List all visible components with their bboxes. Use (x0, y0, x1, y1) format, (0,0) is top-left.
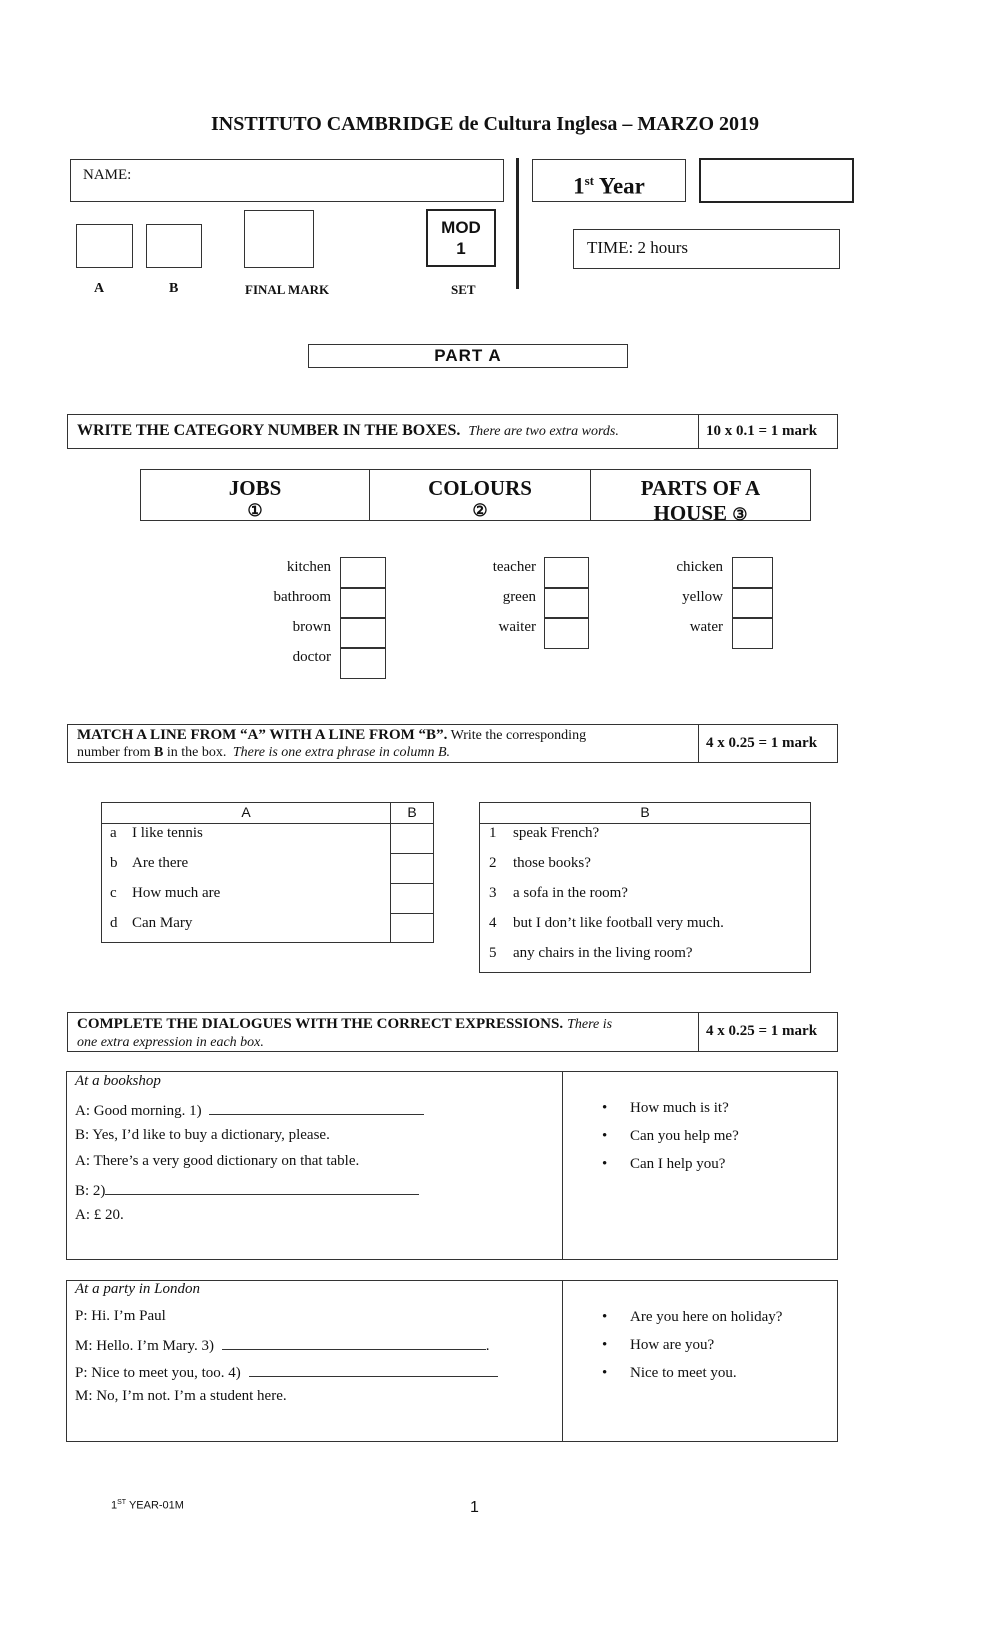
section2-marks-divider (698, 725, 699, 762)
section1-marks: 10 x 0.1 = 1 mark (706, 423, 818, 439)
word-doctor: doctor (292, 649, 331, 665)
final-mark-box[interactable] (244, 210, 314, 268)
word-green: green (502, 589, 536, 605)
word-water: water (689, 619, 723, 635)
b-text: any chairs in the living room? (513, 945, 693, 961)
section1-note: There are two extra words. (468, 424, 619, 439)
part-title-text: PART A (434, 346, 502, 365)
dialogue2-line2 (75, 1335, 490, 1355)
a-letter: d (110, 915, 118, 931)
category-house (591, 470, 810, 525)
section2-instruction-rest: Write the corresponding (450, 728, 587, 743)
mark-b-box[interactable] (146, 224, 202, 268)
section2-note: There is one extra phrase in column B. (232, 745, 451, 760)
mod-number: 1 (456, 239, 466, 258)
dialogue1-line5: A: £ 20. (75, 1207, 124, 1223)
category-house-symbol: ③ (732, 505, 748, 524)
header-rule (102, 823, 433, 824)
section2-instruction-l2c: in the box. (166, 745, 227, 760)
word-yellow: yellow (682, 589, 723, 605)
category-jobs-name: JOBS (228, 476, 282, 500)
a-row-3 (110, 885, 220, 902)
section2-instruction-line2 (77, 744, 586, 761)
header-divider (516, 158, 519, 289)
answer-box-waiter[interactable] (544, 617, 589, 649)
dialogue1-divider (562, 1072, 563, 1259)
a-letter: a (110, 825, 117, 841)
dialogue1-line4 (75, 1180, 419, 1200)
b-text: a sofa in the room? (513, 885, 628, 901)
page-number: 1 (470, 1499, 479, 1516)
a-text: I like tennis (132, 825, 203, 841)
b-num: 4 (489, 915, 497, 931)
section2-instruction (77, 727, 586, 761)
answer-box-doctor[interactable] (340, 647, 386, 679)
dialogue2-divider (562, 1281, 563, 1441)
dialogue1-line3: A: There’s a very good dictionary on that table. (75, 1153, 360, 1169)
section3-instruction (77, 1015, 612, 1052)
b-row-5 (489, 945, 693, 962)
a-text: Can Mary (132, 915, 193, 931)
b-answer-box-c[interactable] (391, 884, 433, 914)
dialogue1-line1 (75, 1100, 424, 1120)
label-set: SET (451, 282, 476, 297)
list-b-header: B (640, 804, 650, 820)
label-b: B (169, 281, 179, 296)
answer-box-teacher[interactable] (544, 557, 589, 589)
option-1-1: • How much is it? (630, 1100, 729, 1117)
section3-instruction-line1 (77, 1015, 612, 1034)
b-row-4 (489, 915, 724, 932)
section2-marks: 4 x 0.25 = 1 mark (706, 735, 818, 751)
answer-box-brown[interactable] (340, 617, 386, 649)
b-text: those books? (513, 855, 591, 871)
b-row-2 (489, 855, 591, 872)
b-answer-box-d[interactable] (391, 914, 433, 942)
b-answer-box-b[interactable] (391, 854, 433, 884)
answer-box-kitchen[interactable] (340, 557, 386, 589)
a-text: How much are (132, 885, 221, 901)
section1-instruction-box (67, 414, 838, 449)
dialogue2-setting: At a party in London (75, 1281, 201, 1297)
year-number: 1 (573, 173, 585, 199)
answer-blank-4[interactable] (249, 1362, 498, 1377)
dialogue1-line4-text: B: 2) (75, 1183, 106, 1199)
b-num: 1 (489, 825, 497, 841)
answer-box-bathroom[interactable] (340, 587, 386, 619)
year-box (532, 159, 686, 202)
option-1-3: • Can I help you? (630, 1156, 725, 1173)
section1-marks-divider (698, 415, 699, 448)
a-letter: c (110, 885, 117, 901)
time-box (573, 229, 840, 269)
header-rule (480, 823, 810, 824)
group-field[interactable] (699, 158, 854, 203)
category-jobs-symbol: ① (247, 501, 263, 520)
section2-instruction-l2a: number from (77, 745, 151, 760)
category-colours (370, 470, 591, 520)
word-kitchen: kitchen (286, 559, 331, 575)
b-num: 5 (489, 945, 497, 961)
section1-instruction (77, 422, 619, 440)
word-brown: brown (292, 619, 331, 635)
page-title: INSTITUTO CAMBRIDGE de Cultura Inglesa – MARZO 2019 (210, 113, 760, 135)
answer-blank-1[interactable] (209, 1100, 424, 1115)
b-row-1 (489, 825, 599, 842)
word-teacher: teacher (492, 559, 536, 575)
category-jobs (141, 470, 370, 520)
answer-box-green[interactable] (544, 587, 589, 619)
section3-instruction-box (67, 1012, 838, 1052)
a-text: Are there (132, 855, 189, 871)
col-b-header: B (407, 804, 417, 820)
b-row-3 (489, 885, 628, 902)
year-word: Year (598, 173, 645, 199)
answer-box-chicken[interactable] (732, 557, 773, 589)
word-bathroom: bathroom (273, 589, 331, 605)
section2-instruction-bold: MATCH A LINE FROM “A” WITH A LINE FROM “B”. (77, 727, 448, 743)
dialogue2-line1: P: Hi. I’m Paul (75, 1308, 166, 1324)
b-answer-box-a[interactable] (391, 823, 433, 854)
a-row-4 (110, 915, 192, 932)
section3-marks-divider (698, 1013, 699, 1051)
option-2-3: • Nice to meet you. (630, 1365, 737, 1382)
a-row-1 (110, 825, 203, 842)
footer-code-sup: ST (117, 1499, 127, 1506)
dialogue1-line1-text: A: Good morning. 1) (75, 1103, 202, 1119)
option-2-1: • Are you here on holiday? (630, 1309, 782, 1326)
a-letter: b (110, 855, 118, 871)
dialogue2-line4: M: No, I’m not. I’m a student here. (75, 1388, 287, 1404)
part-title (308, 344, 628, 368)
footer-code-rest: YEAR-01M (128, 1499, 184, 1512)
answer-box-yellow[interactable] (732, 587, 773, 619)
section1-instruction-text: WRITE THE CATEGORY NUMBER IN THE BOXES. (77, 422, 461, 439)
word-chicken: chicken (676, 559, 723, 575)
dialogue2-line3-text: P: Nice to meet you, too. 4) (75, 1365, 241, 1381)
category-house-name-2-text: HOUSE (653, 501, 728, 525)
section3-marks: 4 x 0.25 = 1 mark (706, 1023, 818, 1039)
dialogue2-line2-text: M: Hello. I’m Mary. 3) (75, 1338, 214, 1354)
section2-instruction-box (67, 724, 838, 763)
label-final-mark: FINAL MARK (245, 282, 330, 297)
answer-blank-2[interactable] (105, 1180, 419, 1195)
answer-blank-3[interactable] (222, 1335, 486, 1350)
name-label: NAME: (83, 167, 132, 183)
section3-instruction-bold: COMPLETE THE DIALOGUES WITH THE CORRECT EXPRESSIONS. (77, 1016, 564, 1032)
dialogue2-line3 (75, 1362, 498, 1382)
option-1-2: • Can you help me? (630, 1128, 739, 1145)
dialogue1-setting: At a bookshop (75, 1073, 161, 1089)
category-house-name: PARTS OF A (640, 476, 761, 500)
section3-instruction-line2: one extra expression in each box. (77, 1035, 264, 1050)
mark-a-box[interactable] (76, 224, 133, 268)
word-waiter: waiter (498, 619, 536, 635)
year-suffix: st (584, 173, 594, 188)
b-num: 3 (489, 885, 497, 901)
option-2-2: • How are you? (630, 1337, 714, 1354)
dialogue2-box (66, 1280, 838, 1442)
col-a-header: A (241, 804, 251, 820)
categories-table (140, 469, 811, 525)
section3-instruction-italic: There is (567, 1017, 613, 1032)
mod-box (426, 209, 496, 267)
name-field[interactable] (70, 159, 504, 202)
answer-box-water[interactable] (732, 617, 773, 649)
dialogue1-line2: B: Yes, I’d like to buy a dictionary, please. (75, 1127, 330, 1143)
category-colours-name: COLOURS (428, 476, 532, 500)
b-num: 2 (489, 855, 497, 871)
category-colours-symbol: ② (472, 501, 488, 520)
b-text: speak French? (513, 825, 600, 841)
time-label: TIME: 2 hours (587, 238, 689, 257)
label-a: A (94, 281, 105, 296)
dialogue2-line2-end: . (485, 1338, 490, 1354)
b-text: but I don’t like football very much. (513, 915, 724, 931)
a-row-2 (110, 855, 188, 872)
section2-instruction-line1 (77, 727, 586, 744)
category-house-name-2 (591, 501, 810, 527)
mod-label: MOD (441, 218, 481, 237)
footer-code-num: 1 (111, 1499, 118, 1512)
footer-code (111, 1499, 184, 1512)
section2-instruction-l2b: B (153, 745, 164, 760)
